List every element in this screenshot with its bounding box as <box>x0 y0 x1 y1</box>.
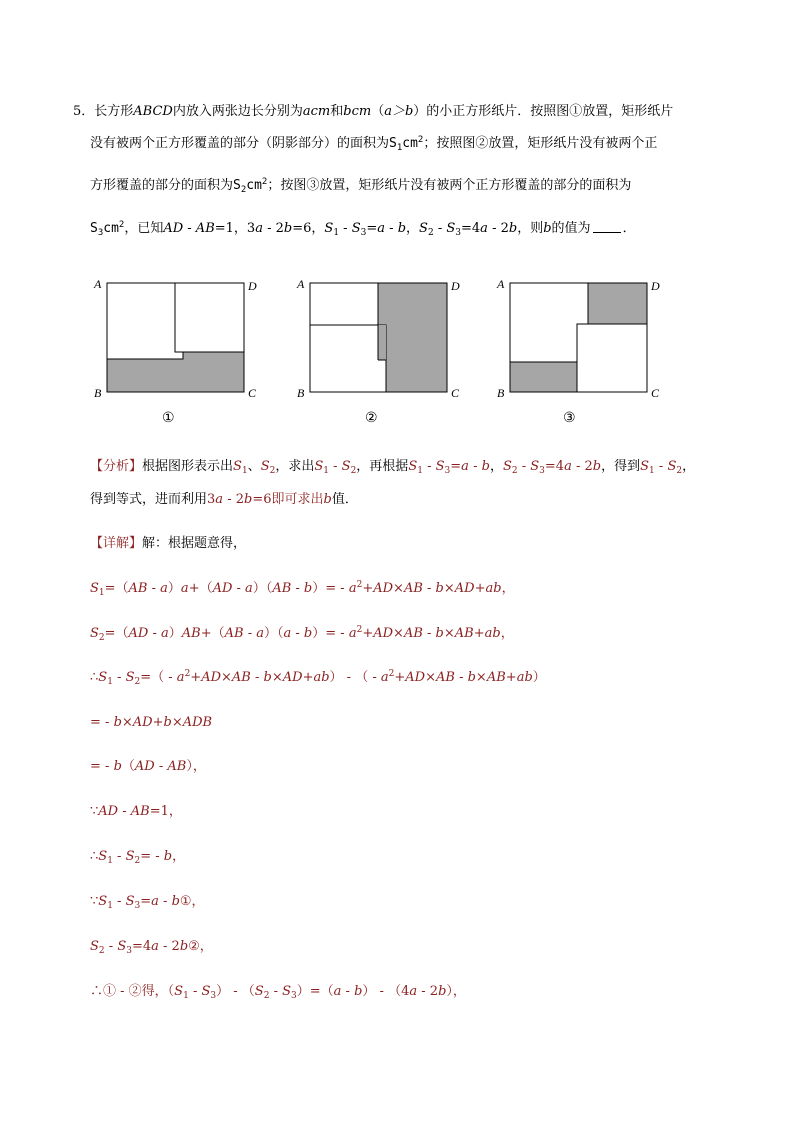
text: AD <box>454 581 475 596</box>
text: ）（ <box>264 626 284 641</box>
fig3-label-d: D <box>651 279 660 293</box>
fig2-label-b: B <box>297 386 305 400</box>
text: a <box>380 670 389 685</box>
text: S <box>98 849 108 864</box>
text: a <box>151 894 159 909</box>
text: b <box>113 715 122 730</box>
text: 1 <box>107 856 113 866</box>
text: ADB <box>182 715 213 730</box>
text: 2 <box>184 669 191 679</box>
text: ）的小正方形纸片．按照图①放置，矩形纸片 <box>413 104 674 119</box>
text: a <box>564 459 572 474</box>
fig1-label-b: B <box>94 386 102 400</box>
text: b <box>354 984 363 999</box>
text: a <box>151 939 159 954</box>
detail-step-2 <box>90 715 212 731</box>
text: 3 <box>126 946 132 956</box>
fig3-shade-top <box>588 283 647 324</box>
text: a <box>377 221 386 236</box>
text: b <box>543 221 552 236</box>
text: ） <box>167 581 181 596</box>
text: AD <box>373 581 394 596</box>
text: 3 <box>134 901 141 911</box>
text: × <box>393 581 404 596</box>
text: 3 <box>455 228 461 238</box>
text: 2 <box>388 669 395 679</box>
text: - <box>385 221 398 236</box>
text: - <box>422 459 436 474</box>
text: 2 <box>263 991 270 1001</box>
text: S <box>125 849 135 864</box>
text: 3 <box>360 228 367 238</box>
text: 2 <box>261 177 268 187</box>
text: b <box>323 492 332 507</box>
fig2-caption: ② <box>365 410 378 426</box>
text: = - <box>140 849 164 864</box>
text: a <box>333 984 342 999</box>
shape <box>378 325 386 360</box>
text: - <box>468 459 482 474</box>
text: + <box>473 626 485 641</box>
text: S <box>90 581 99 596</box>
text: ∵ <box>90 894 99 909</box>
text: =（ - <box>140 670 177 685</box>
text: 、 <box>247 459 261 474</box>
text: S <box>667 459 677 474</box>
text: + <box>505 670 517 685</box>
text: 1 <box>649 466 655 476</box>
text: AB - b <box>403 626 444 641</box>
text: AB - b <box>436 670 476 685</box>
text: - 2 <box>571 459 593 474</box>
text: S <box>90 626 99 641</box>
text: 和 <box>330 104 344 119</box>
detail-step-6 <box>90 894 205 910</box>
text: b <box>438 984 447 999</box>
text: = <box>450 459 462 474</box>
text: AB <box>454 626 474 641</box>
text: a <box>180 581 189 596</box>
text: ） - （ <box>216 984 255 999</box>
text: a <box>348 581 357 596</box>
text: AD <box>373 626 394 641</box>
text: b <box>163 715 172 730</box>
text: AD <box>201 670 222 685</box>
fig3-square-a <box>577 324 647 392</box>
text: ） <box>532 670 546 685</box>
fig3-label-a: A <box>497 277 505 291</box>
text: b <box>179 939 189 954</box>
text: - <box>104 939 118 954</box>
text: cm <box>402 136 418 151</box>
text: + <box>152 715 164 730</box>
text: ABCD <box>133 104 173 119</box>
text: cm <box>246 178 262 193</box>
text: = <box>140 894 152 909</box>
text: - 2 <box>262 221 284 236</box>
text: ；按照图②放置，矩形纸片没有被两个正 <box>423 136 658 151</box>
figure-2 <box>296 277 460 400</box>
fig3-label-c: C <box>651 386 660 400</box>
text: ， <box>500 626 514 641</box>
text: 1 <box>183 991 189 1001</box>
text: 1 <box>396 143 403 153</box>
figures <box>0 270 794 420</box>
text: 2 <box>98 946 105 956</box>
text: b <box>481 459 490 474</box>
text: ， <box>172 849 186 864</box>
fig1-label-c: C <box>248 386 257 400</box>
text: 3 <box>539 466 545 476</box>
text: a <box>176 670 185 685</box>
text: AB <box>181 626 201 641</box>
text: 1 <box>107 901 113 911</box>
text: S <box>324 221 334 236</box>
text: × <box>221 670 232 685</box>
figure-3 <box>496 277 660 400</box>
fig2-square-b <box>310 283 378 325</box>
text: ，再根据 <box>356 459 409 474</box>
text: a <box>480 221 488 236</box>
text: 值． <box>331 492 358 507</box>
text: - 2 <box>223 492 244 507</box>
question-line-3 <box>90 178 631 194</box>
fig2-label-d: D <box>451 279 460 293</box>
question-line-1 <box>73 104 673 120</box>
text: AD - AB <box>163 221 215 236</box>
text: ． <box>622 221 636 236</box>
fig3-caption: ③ <box>563 410 576 426</box>
text: AD - a <box>212 581 253 596</box>
text: ab <box>313 670 330 685</box>
text: 2 <box>676 466 683 476</box>
text: - <box>158 894 172 909</box>
text: - <box>328 459 342 474</box>
text: 2 <box>417 135 424 145</box>
text: 内放入两张边长分别为 <box>172 104 303 119</box>
text: × <box>443 626 455 641</box>
text: 2 <box>240 185 247 195</box>
text: b <box>508 221 518 236</box>
text: + <box>302 670 314 685</box>
answer-blank[interactable] <box>593 220 621 233</box>
text: × <box>271 670 283 685</box>
text: 2 <box>98 633 105 643</box>
text: S <box>233 178 241 193</box>
text: ，求出 <box>275 459 315 474</box>
detail-step-3 <box>90 759 206 775</box>
text: ， <box>406 221 420 236</box>
text: - <box>188 984 202 999</box>
text: b <box>397 221 407 236</box>
text: S <box>233 459 242 474</box>
text: - <box>269 984 283 999</box>
detail-s1 <box>90 581 515 597</box>
analysis-line-1 <box>90 459 695 475</box>
text: ab <box>485 581 502 596</box>
text: ， <box>682 459 696 474</box>
text: ②， <box>188 939 213 954</box>
question-number: 5． <box>73 104 95 119</box>
text: AD - AB <box>98 804 150 819</box>
text: S <box>446 221 456 236</box>
text: AD - AB <box>134 759 187 774</box>
text: 1 <box>417 466 423 476</box>
text: = - <box>90 759 114 774</box>
text: b <box>592 459 602 474</box>
text: 1 <box>98 588 105 598</box>
text: b <box>283 221 293 236</box>
text: 1 <box>333 228 340 238</box>
analysis-tag: 【分析】 <box>90 459 143 474</box>
text: S <box>117 939 127 954</box>
text: S <box>201 984 211 999</box>
text: 2 <box>134 856 141 866</box>
detail-step-4 <box>90 804 182 820</box>
text: 1 <box>241 466 248 476</box>
text: S <box>341 459 351 474</box>
text: 1 <box>323 466 329 476</box>
text: 长方形 <box>94 104 134 119</box>
text: AB - b <box>403 581 444 596</box>
text: 2 <box>269 466 276 476</box>
text: ）， <box>186 759 206 774</box>
text: - 2 <box>417 984 439 999</box>
text: × <box>443 581 455 596</box>
text: - 2 <box>158 939 180 954</box>
text: + <box>394 670 406 685</box>
text: ，已知 <box>124 221 164 236</box>
text: bcm <box>343 104 372 119</box>
text: S <box>530 459 540 474</box>
text: ∵ <box>90 804 99 819</box>
text: a <box>215 492 224 507</box>
text: S <box>389 136 397 151</box>
text: 1 <box>107 677 113 687</box>
text: ①， <box>179 894 205 909</box>
text: ） <box>168 626 182 641</box>
text: +（ <box>188 581 213 596</box>
text: ）， <box>446 984 466 999</box>
text: 2 <box>134 677 141 687</box>
text: ，则 <box>517 221 544 236</box>
fig1-label-a: A <box>94 277 102 291</box>
text: AD <box>282 670 303 685</box>
text: a <box>255 221 263 236</box>
text: 方形覆盖的部分的面积为 <box>90 178 234 193</box>
text: × <box>425 670 436 685</box>
text: 2 <box>356 625 363 635</box>
fig3-square-b <box>510 283 588 362</box>
detail-line-intro <box>90 536 246 552</box>
text: AB - b <box>231 670 272 685</box>
text: 3 <box>291 991 297 1001</box>
text: ， <box>489 459 503 474</box>
text: a <box>461 459 469 474</box>
text: 2 <box>511 466 518 476</box>
text: a＞b <box>384 104 414 119</box>
text: + <box>474 581 486 596</box>
text: AD <box>132 715 153 730</box>
text: ） - （ - <box>329 670 381 685</box>
text: + <box>362 581 374 596</box>
text: S <box>419 221 428 236</box>
text: S <box>98 894 108 909</box>
text: =1，3 <box>214 221 256 236</box>
detail-step-8 <box>90 984 466 1000</box>
text: S <box>98 670 108 685</box>
text: S <box>282 984 292 999</box>
text: 根据图形表示出 <box>142 459 234 474</box>
text: AD <box>405 670 426 685</box>
text: S <box>351 221 361 236</box>
text: ）= - <box>312 626 349 641</box>
fig1-square-a <box>107 283 183 359</box>
text: S <box>260 459 270 474</box>
fig1-caption: ① <box>162 410 175 426</box>
fig2-label-a: A <box>297 277 305 291</box>
text: - <box>112 670 126 685</box>
text: + <box>190 670 202 685</box>
text: = - <box>90 715 114 730</box>
detail-diff <box>90 670 546 686</box>
text: S <box>254 984 264 999</box>
text: ）（ <box>252 581 273 596</box>
text: a <box>348 626 357 641</box>
text: ab <box>484 626 501 641</box>
text: ）=（ <box>296 984 334 999</box>
text: ）= - <box>312 581 349 596</box>
detail-step-7 <box>90 939 213 955</box>
text: 的值为 <box>551 221 591 236</box>
text: S <box>125 894 135 909</box>
text: 得到等式，进而利用 <box>90 492 208 507</box>
text: （ <box>121 759 135 774</box>
text: - <box>433 221 447 236</box>
fig3-label-b: B <box>497 386 505 400</box>
text: ∴ <box>90 849 99 864</box>
fig1-square-b <box>175 283 244 352</box>
text: = <box>366 221 378 236</box>
text: S <box>314 459 324 474</box>
text: - <box>654 459 668 474</box>
text: =4 <box>131 939 152 954</box>
question-line-2 <box>90 136 657 152</box>
text: 3 <box>210 991 217 1001</box>
text: =（ <box>104 581 129 596</box>
text: × <box>171 715 183 730</box>
text: - <box>112 849 126 864</box>
area-s2 <box>233 178 267 193</box>
detail-step-5 <box>90 849 185 865</box>
text: 3 <box>97 228 104 238</box>
text: ∴① - ②得，（ <box>90 984 175 999</box>
text: b <box>163 849 173 864</box>
text: cm <box>103 221 119 236</box>
text: - <box>339 221 352 236</box>
text: 2 <box>356 580 363 590</box>
fig1-label-d: D <box>248 279 257 293</box>
text: - <box>341 984 355 999</box>
text: ，得到 <box>601 459 641 474</box>
fig2-label-c: C <box>451 386 460 400</box>
text: 2 <box>350 466 357 476</box>
text: a <box>409 984 418 999</box>
text: =6， <box>292 221 325 236</box>
text: ab <box>516 670 533 685</box>
text: acm <box>302 104 331 119</box>
text: =6即可求出 <box>252 492 324 507</box>
figure-1 <box>93 277 257 400</box>
text: AB - a <box>128 581 168 596</box>
text: × <box>121 715 133 730</box>
fig3-shade-bottom <box>510 362 577 392</box>
text: a - b <box>283 626 313 641</box>
text: S <box>90 221 98 236</box>
text: AD - a <box>128 626 169 641</box>
text: S <box>90 939 99 954</box>
question-line-4 <box>90 220 636 237</box>
detail-tag: 【详解】 <box>90 536 143 551</box>
text: b <box>113 759 122 774</box>
text: b <box>244 492 253 507</box>
area-s3 <box>90 221 124 236</box>
text: b <box>171 894 180 909</box>
text: （ <box>371 104 385 119</box>
text: AB - a <box>224 626 264 641</box>
text: =（ <box>104 626 129 641</box>
text: AB <box>486 670 506 685</box>
text: =4 <box>461 221 481 236</box>
text: S <box>174 984 184 999</box>
text: - <box>517 459 531 474</box>
analysis-line-2 <box>90 492 358 508</box>
text: 3 <box>444 466 451 476</box>
text: +（ <box>200 626 225 641</box>
text: S <box>435 459 445 474</box>
text: 没有被两个正方形覆盖的部分（阴影部分）的面积为 <box>90 136 390 151</box>
text: =4 <box>544 459 565 474</box>
text: 解：根据题意得， <box>142 536 247 551</box>
text: AB - b <box>272 581 313 596</box>
area-s1 <box>389 136 423 151</box>
text: S <box>408 459 418 474</box>
text: =1， <box>149 804 182 819</box>
text: 2 <box>118 220 125 230</box>
fig2-square-a <box>310 325 386 392</box>
detail-s2 <box>90 626 514 642</box>
text: × <box>393 626 404 641</box>
text: S <box>502 459 512 474</box>
text: S <box>640 459 650 474</box>
text: ） - （4 <box>362 984 410 999</box>
fig2-shade <box>378 283 447 392</box>
text: 2 <box>427 228 434 238</box>
text: + <box>362 626 374 641</box>
text: × <box>475 670 487 685</box>
text: - <box>112 894 126 909</box>
text: ∴ <box>90 670 99 685</box>
text: ；按图③放置，矩形纸片没有被两个正方形覆盖的部分的面积为 <box>267 178 632 193</box>
text: 3 <box>207 492 216 507</box>
text: ， <box>501 581 515 596</box>
text: S <box>125 670 135 685</box>
text: - 2 <box>487 221 509 236</box>
